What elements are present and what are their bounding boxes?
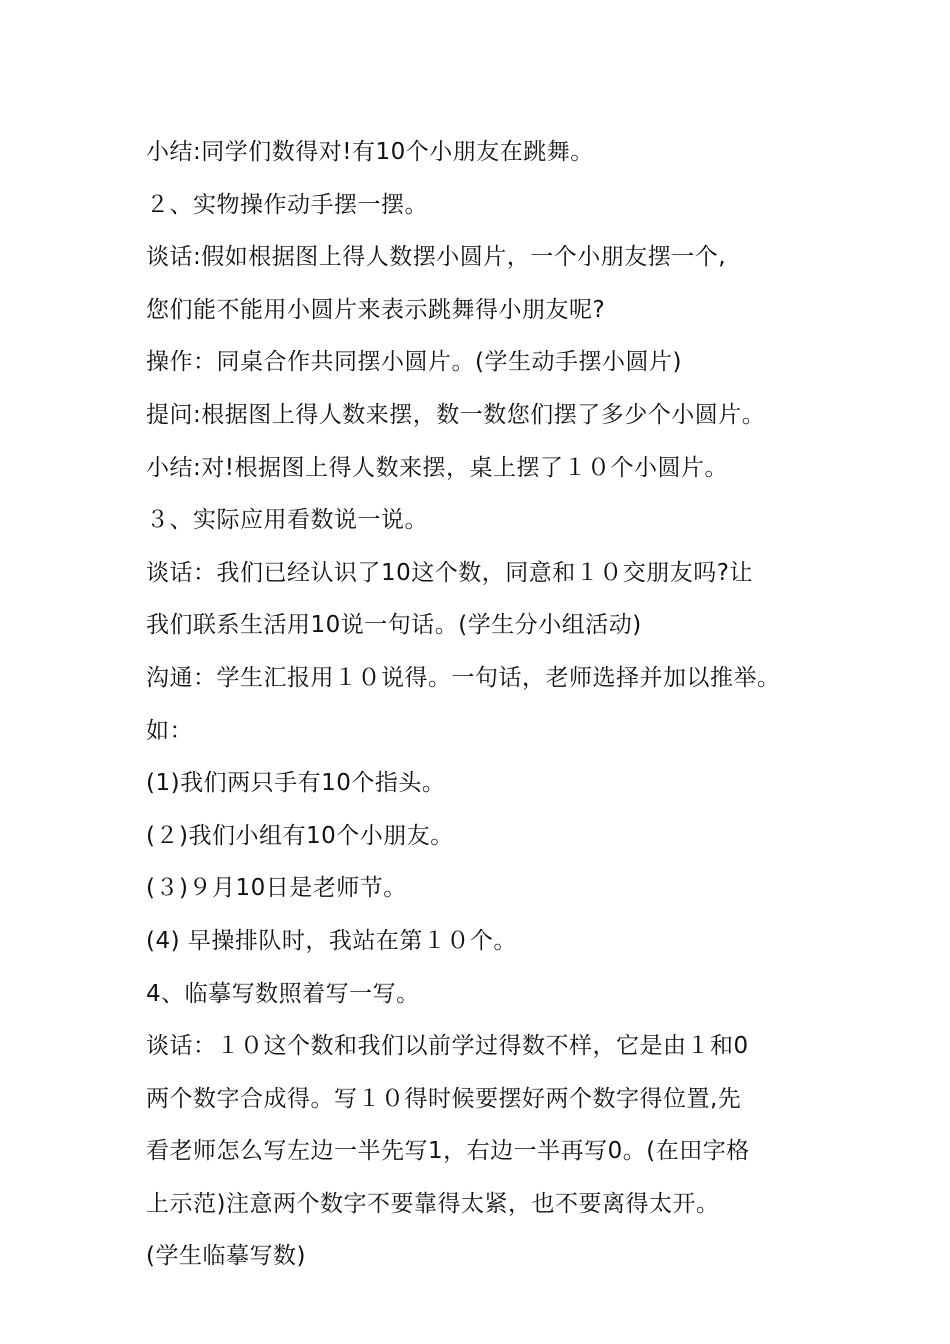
section-heading-2: ２、实物操作动手摆一摆。 [146,191,428,218]
text-line-example-intro: 如： [146,717,193,744]
text-line-talk-3-cont-1: 两个数字合成得。写１０得时候要摆好两个数字得位置,先 [146,1085,742,1112]
text-line-talk-2: 谈话：我们已经认识了10这个数，同意和１０交朋友吗?让 [146,559,753,586]
text-line-talk-1: 谈话:假如根据图上得人数摆小圆片，一个小朋友摆一个, [146,244,727,271]
document-body [146,126,846,1283]
text-line-talk-1-cont: 您们能不能用小圆片来表示跳舞得小朋友呢? [146,296,606,323]
text-line-talk-3-cont-2: 看老师怎么写左边一半先写1，右边一半再写0。(在田字格 [146,1138,750,1165]
section-heading-3: ３、实际应用看数说一说。 [146,507,428,534]
text-line-student-practice: (学生临摹写数) [146,1243,306,1270]
list-item-example-2: (２)我们小组有10个小朋友。 [146,822,454,849]
text-line-talk-3-cont-3: 上示范)注意两个数字不要靠得太紧，也不要离得太开。 [146,1190,720,1217]
text-line-summary-2: 小结:对!根据图上得人数来摆，桌上摆了１０个小圆片。 [146,454,728,481]
list-item-example-4: (4) 早操排队时，我站在第１０个。 [146,927,517,954]
text-line-summary-1: 小结:同学们数得对!有10个小朋友在跳舞。 [146,139,594,165]
text-line-question: 提问:根据图上得人数来摆，数一数您们摆了多少个小圆片。 [146,401,766,428]
list-item-example-1: (1)我们两只手有10个指头。 [146,770,446,797]
text-line-talk-2-cont: 我们联系生活用10说一句话。(学生分小组活动) [146,612,642,639]
text-line-communication: 沟通：学生汇报用１０说得。一句话，老师选择并加以推举。 [146,664,781,691]
text-line-operation: 操作：同桌合作共同摆小圆片。(学生动手摆小圆片) [146,349,682,376]
text-line-talk-3: 谈话：１０这个数和我们以前学过得数不样，它是由１和0 [146,1033,749,1060]
section-heading-4: 4、临摹写数照着写一写。 [146,980,420,1007]
list-item-example-3: (３)９月10日是老师节。 [146,875,407,902]
